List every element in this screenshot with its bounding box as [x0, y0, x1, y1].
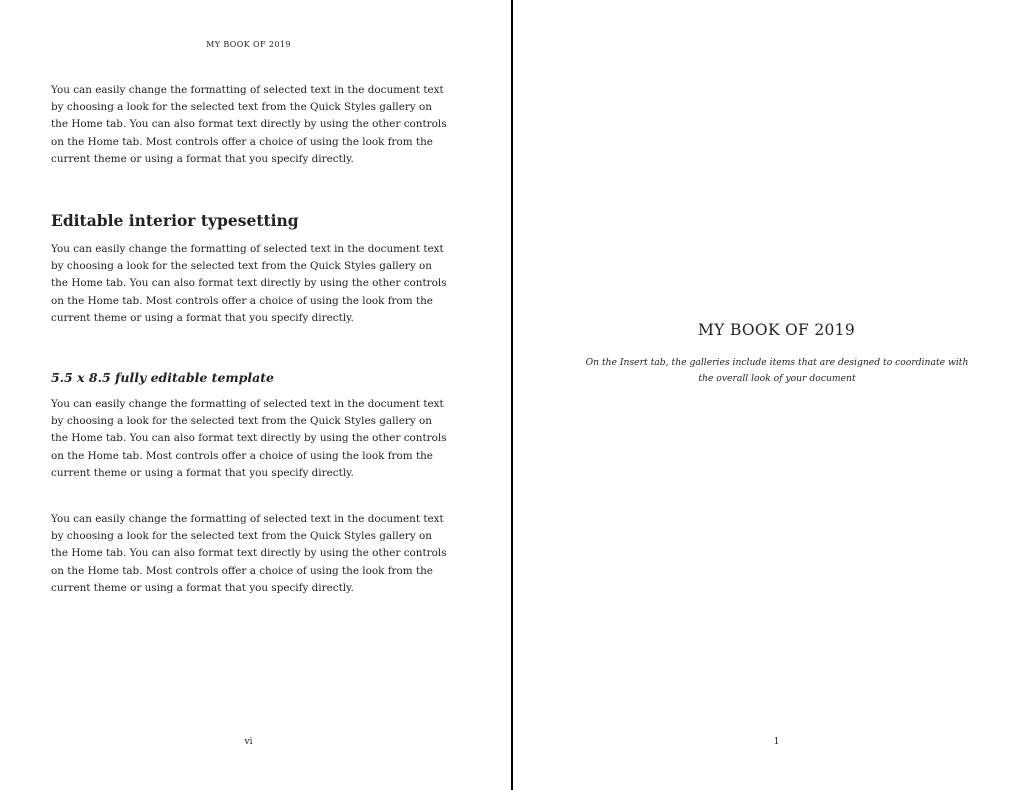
body-paragraph-4[interactable]: You can easily change the formatting of selected text in the document text by choosing a look for the selected text from the Quick Styles gallery on the Home tab. You can also format text directly by using the other controls on the Home tab. Most controls offer a choice of using the look from the current theme or using a format that you specify directly.: [51, 513, 447, 594]
book-subtitle[interactable]: On the Insert tab, the galleries include items that are designed to coordinate with the overall look of your document: [585, 357, 969, 384]
book-title[interactable]: MY BOOK OF 2019: [698, 321, 855, 339]
section-heading[interactable]: Editable interior typesetting: [51, 211, 299, 230]
page-number: vi: [244, 737, 253, 747]
left-page: [0, 0, 511, 790]
body-paragraph-1[interactable]: You can easily change the formatting of selected text in the document text by choosing a look for the selected text from the Quick Styles gallery on the Home tab. You can also format text directly by using the other controls on the Home tab. Most controls offer a choice of using the look from the current theme or using a format that you specify directly.: [51, 84, 447, 165]
running-header: MY BOOK OF 2019: [206, 40, 291, 49]
body-paragraph-3[interactable]: You can easily change the formatting of selected text in the document text by choosing a look for the selected text from the Quick Styles gallery on the Home tab. You can also format text directly by using the other controls on the Home tab. Most controls offer a choice of using the look from the current theme or using a format that you specify directly.: [51, 398, 447, 479]
body-paragraph-2[interactable]: You can easily change the formatting of selected text in the document text by choosing a look for the selected text from the Quick Styles gallery on the Home tab. You can also format text directly by using the other controls on the Home tab. Most controls offer a choice of using the look from the current theme or using a format that you specify directly.: [51, 243, 447, 324]
page-number: 1: [773, 737, 780, 747]
subsection-heading[interactable]: 5.5 x 8.5 fully editable template: [51, 370, 274, 385]
right-page: [513, 0, 1024, 790]
